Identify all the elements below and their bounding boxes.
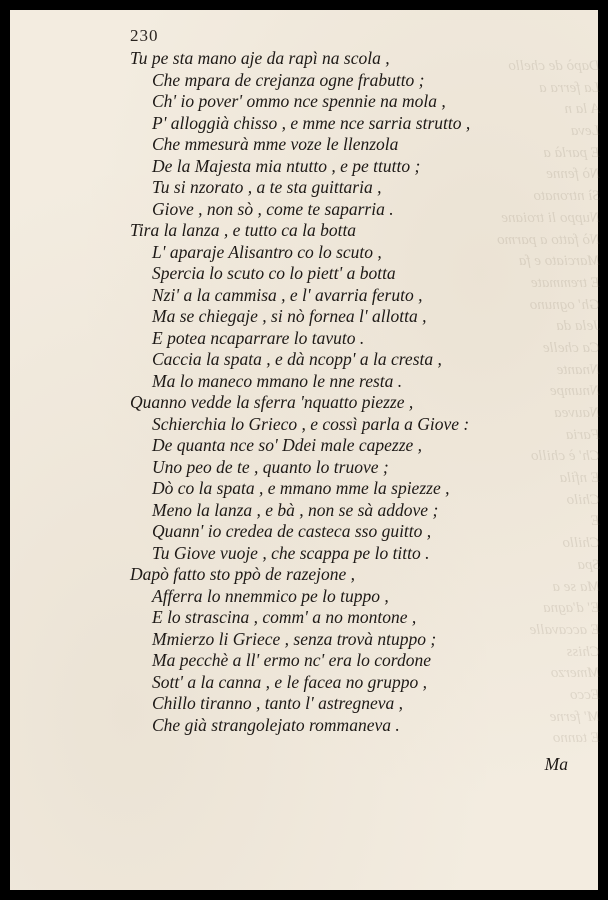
verse-line: Ch' io pover' ommo nce spennie na mola , <box>152 91 446 111</box>
verse-line: Giove , non sò , come te saparria . <box>152 198 394 219</box>
catchword: Ma <box>544 754 568 774</box>
verse-line: Nzi' a la cammisa , e l' avarria feruto , <box>152 284 423 305</box>
verse-line: Sott' a la canna , e le facea no gruppo , <box>152 671 427 692</box>
verse-line: Dò co la spata , e mmano mme la spiezze , <box>152 478 450 498</box>
verse-line: Tu pe sta mano aje da rapì na scola , <box>130 48 390 68</box>
verse-line: Schierchia lo Grieco , e cossì parla a Giove : <box>152 413 470 434</box>
verse-line: Che mpara de crejanza ogne frabutto ; <box>152 69 425 90</box>
verse-line: Dapò fatto sto ppò de razejone , <box>130 564 356 584</box>
verse-line: Meno la lanza , e bà , non se sà addove ; <box>152 499 439 520</box>
verse-line: Tira la lanza , e tutto ca la botta <box>130 220 357 240</box>
verse-line: Mmierzo li Griece , senza trovà ntuppo ; <box>152 628 437 649</box>
verse-line: Uno peo de te , quanto lo truove ; <box>152 456 389 477</box>
verse-line: Chillo tiranno , tanto l' astregneva , <box>152 693 404 713</box>
verse-line: De quanta nce so' Ddei male capezze , <box>152 435 423 455</box>
verse-line: Caccia la spata , e dà ncopp' a la cresta , <box>152 349 442 369</box>
page-number: 230 <box>130 26 159 45</box>
verse-line: Tu Giove vuoje , che scappa pe lo titto . <box>152 542 430 563</box>
verse-text <box>130 48 530 736</box>
verse-line: Ma se chiegaje , si nò fornea l' allotta , <box>152 306 427 326</box>
verse-line: P' alloggià chisso , e mme nce sarria strutto , <box>152 112 471 133</box>
verse-line: E potea ncaparrare lo tavuto . <box>152 327 365 348</box>
bleed-through-text: Dapò de chello La ferra a A la n Leva E parlà a Nò fenne Sì ntronato Nuppo li troiane Nò fatto a parmo Marciato e fa E tremmate Gh' ognuno Jela da Ca chelle Nnante Nnumpe Nauvea Faria Ch' è chillo E nfila Chilo E Chillo Spa Ma se a E' d'agna E accavalle Chiss Mmerzo Ecco M' ferne E tanno <box>497 58 600 747</box>
verse-line: Quann' io credea de casteca sso guitto , <box>152 521 432 541</box>
verse-line: Ma pecchè a ll' ermo nc' era lo cordone <box>152 650 431 670</box>
verse-line: De la Majesta mia ntutto , e pe ttutto ; <box>152 155 421 176</box>
verse-line: Ma lo maneco mmano le nne resta . <box>152 370 403 391</box>
verse-line: Che già strangolejato rommaneva . <box>152 714 400 735</box>
verse-line: Spercia lo scuto co lo piett' a botta <box>152 263 396 283</box>
verse-line: Afferra lo nnemmico pe lo tuppo , <box>152 585 389 606</box>
book-page <box>10 10 598 890</box>
verse-line: Che mmesurà mme voze le llenzola <box>152 134 399 154</box>
verse-line: Quanno vedde la sferra 'nquatto piezze , <box>130 392 414 412</box>
verse-line: Tu si nzorato , a te sta guittaria , <box>152 177 382 197</box>
verse-line: L' aparaje Alisantro co lo scuto , <box>152 241 382 262</box>
verse-line: E lo strascina , comm' a no montone , <box>152 607 417 627</box>
